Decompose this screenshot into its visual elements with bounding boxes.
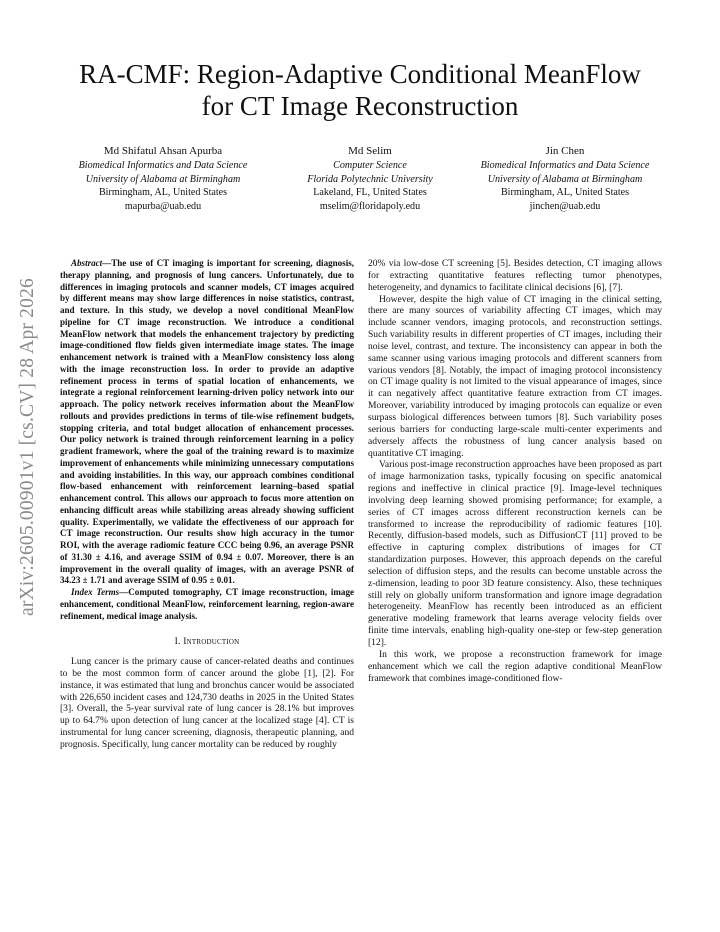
author-location: Lakeland, FL, United States — [313, 187, 427, 199]
author-1 — [60, 144, 266, 213]
body-paragraph: Lung cancer is the primary cause of cancer-related deaths and continues to be the most common form of cancer around the globe [1], [2]. For instance, it was estimated that lung and bronchus cancer would be associated with 226,650 incident cases and 124,730 deaths in 2025 in the United States [3]. Overall, the 5-year survival rate of lung cancer is 28.1% but improves up to 64.7% upon detection of lung cancer at the localized stage [4]. CT is instrumental for lung cancer screening, diagnosis, therapeutic planning, and prognosis. Specifically, lung cancer mortality can be reduced by roughly — [60, 656, 354, 750]
author-dept: Biomedical Informatics and Data Science — [480, 160, 650, 171]
title-line-2: for CT Image Reconstruction — [201, 91, 519, 121]
abstract — [60, 258, 354, 587]
author-location: Birmingham, AL, United States — [98, 187, 228, 199]
body-paragraph: However, despite the high value of CT imaging in the clinical setting, there are many sources of variability affecting CT images, which may include scanner vendors, imaging protocols, and reconstruction settings. Such variability results in different properties of CT images, including their noise level, contrast, and texture. The inconsistency can appear in both the same scanner using various imaging protocols and different scanners from various vendors [8]. Notably, the impact of imaging protocol inconsistency on CT image quality is not limited to the visual appearance of images, since it can negatively affect quantitative feature extraction from CT images. Moreover, variability introduced by imaging protocols can equalize or even surpass biological differences between tumors [8]. Such variability poses serious barriers for conducting large-scale multi-center experiments and adversely affects the robustness of lung cancer analysis based on quantitative CT imaging. — [368, 293, 662, 459]
author-3 — [452, 144, 678, 213]
index-terms — [60, 587, 354, 622]
author-name: Md Shifatul Ahsan Apurba — [103, 145, 223, 157]
author-dept: Biomedical Informatics and Data Science — [78, 160, 248, 171]
body-paragraph: Various post-image reconstruction approaches have been proposed as part of image harmonization tasks, typically focusing on specific anatomical regions and ineffective in clinical practice [9]. Image-level techniques involving deep learning showed promising performance; for example, a series of CT images across different reconstruction kernels can be transformed to increase the reproducibility of radiomic features [10]. Recently, diffusion-based models, such as DiffusionCT [11] proved to be effective in capturing complex distributions of images for CT standardization purposes. However, this approach depends on the careful selection of diffusion steps, and the results can become unstable across the z-dimension, leading to poor 3D feature consistency. Also, these techniques still rely on globally uniform transformation and ignore image degradation heterogeneity. MeanFlow has recently been introduced as an efficient generative modeling framework that learns average velocity fields over finite time intervals, enabling high-quality one-step or few-step generation [12]. — [368, 459, 662, 648]
author-institution: University of Alabama at Birmingham — [85, 173, 241, 185]
abstract-label: Abstract — [71, 258, 103, 268]
body-paragraph: 20% via low-dose CT screening [5]. Besides detection, CT imaging allows for extracting quantitative features reflecting tumor phenotypes, heterogeneity, and dynamics to facilitate clinical decisions [6], [7]. — [368, 258, 662, 293]
author-email: mapurba@uab.edu — [124, 200, 202, 212]
author-name: Jin Chen — [545, 145, 585, 157]
author-location: Birmingham, AL, United States — [500, 187, 630, 199]
author-institution: Florida Polytechnic University — [307, 173, 433, 185]
right-column — [368, 258, 662, 684]
index-terms-label: Index Terms — [71, 587, 120, 597]
section-heading-introduction: I. Introduction — [174, 636, 240, 648]
arxiv-id-text: arXiv:2605.00901v1 [cs.CV] 28 Apr 2026 — [17, 278, 38, 616]
author-email: jinchen@uab.edu — [529, 200, 601, 212]
abstract-text: —The use of CT imaging is important for screening, diagnosis, therapy planning, and prognosis of lung cancers. Unfortunately, due to differences in imaging protocols and scanner models, CT images acquired by different means may show large differences in noise statistics, contrast, and texture. In this study, we develop a novel conditional MeanFlow pipeline for CT image reconstruction. We introduce a conditional MeanFlow network that models the enhancement trajectory by predicting image-conditioned flow fields given intermediate image states. The image enhancement network is trained with a MeanFlow consistency loss along with the image reconstruction loss. In order to provide an adaptive refinement process in terms of spatial location of enhancements, we integrate a regional reinforcement learning-driven policy network into our approach. The policy network receives information about the MeanFlow rollouts and provides predictions in terms of tile-wise refinement budgets, stopping criteria, and total budget allocation of enhancement processes. Our policy network is trained through reinforcement learning in a policy gradient framework, where the goal of the training reward is to maximize improvement of enhancements while minimizing unnecessary computations and avoiding instabilities. In this way, our approach combines conditional flow-based enhancement with reinforcement learning–based spatial enhancement control. This allows our approach to focus more attention on enhancing difficult areas while stabilizing areas already showing sufficient quality. Experimentally, we validate the effectiveness of our approach for CT image reconstruction. Our results show high accuracy in the tumor ROI, with the average radiomic feature CCC being 0.96, an average PSNR of 31.30 ± 4.16, and average SSIM of 0.94 ± 0.07. Moreover, there is an improvement in the overall quality of images, with an average PSNR of 34.23 ± 1.71 and average SSIM of 0.95 ± 0.01. — [60, 258, 354, 586]
author-name: Md Selim — [348, 145, 392, 157]
arxiv-identifier — [8, 258, 48, 636]
paper-title — [0, 58, 720, 122]
title-line-1: RA-CMF: Region-Adaptive Conditional MeanFlow — [79, 59, 641, 89]
body-paragraph: In this work, we propose a reconstruction framework for image enhancement which we call the region adaptive conditional MeanFlow framework that combines image-conditioned flow- — [368, 648, 662, 684]
left-column — [60, 258, 354, 751]
author-dept: Computer Science — [333, 160, 407, 171]
author-institution: University of Alabama at Birmingham — [487, 173, 643, 185]
author-2 — [267, 144, 473, 213]
author-email: mselim@floridapoly.edu — [319, 200, 421, 212]
index-terms-text: —Computed tomography, CT image reconstruction, image enhancement, conditional MeanFlow, reinforcement learning, region-aware refinement, medical image analysis. — [60, 587, 354, 621]
